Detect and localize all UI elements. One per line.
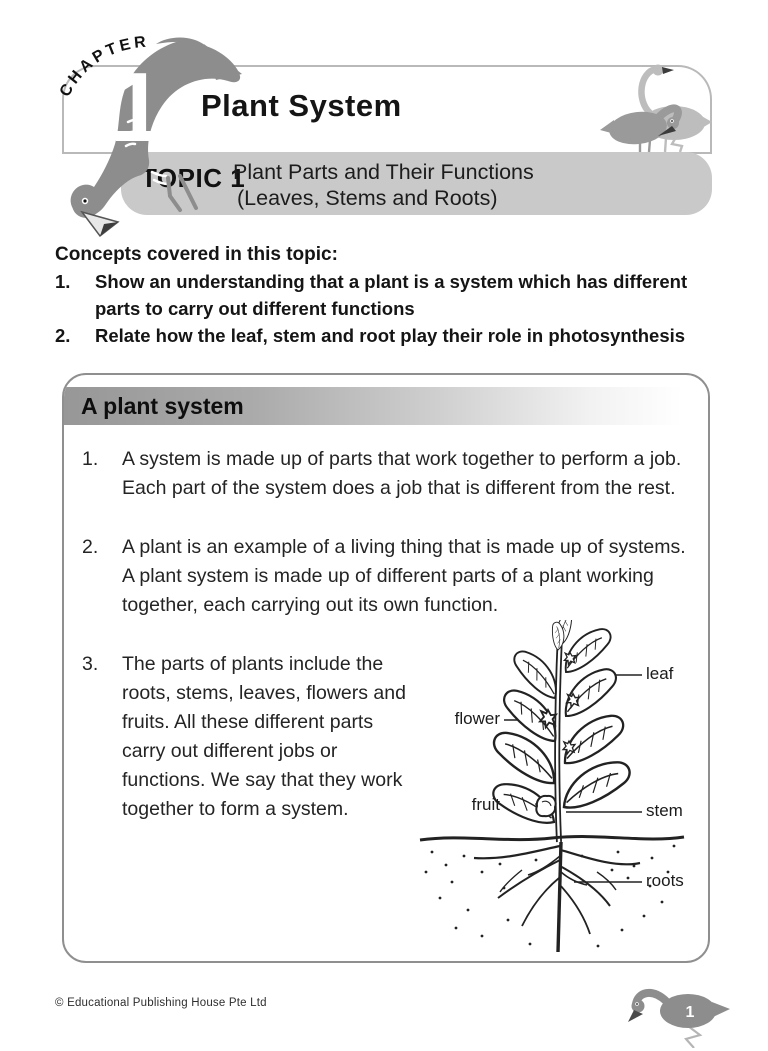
section-item-number: 1. — [82, 448, 99, 470]
section-item-number: 3. — [82, 653, 99, 675]
section-heading: A plant system — [81, 392, 244, 419]
concept-item-text: Relate how the leaf, stem and root play their role in photosynthesis — [95, 325, 686, 346]
concepts-block — [55, 241, 717, 349]
plant-diagram — [412, 620, 692, 956]
diagram-label-roots: roots — [646, 871, 684, 890]
footer-copyright: © Educational Publishing House Pte Ltd — [55, 997, 267, 1009]
chapter-number: 1 — [109, 52, 165, 162]
section-box — [62, 373, 710, 963]
section-item-number: 2. — [82, 536, 99, 558]
page-number: 1 — [685, 1004, 695, 1021]
section-item-text: A system is made up of parts that work together to perform a job. Each part of the system does a job that is different from the rest. — [122, 448, 682, 499]
chapter-badge — [56, 26, 246, 244]
chapter-label: CHAPTER — [56, 33, 151, 100]
diagram-spacer — [691, 445, 692, 620]
diagram-label-stem: stem — [646, 801, 683, 820]
topic-title-line1: Plant Parts and Their Functions — [233, 160, 534, 184]
concept-item-number: 1. — [55, 271, 71, 292]
topic-label: TOPIC 1 — [141, 163, 246, 193]
section-item — [82, 445, 692, 503]
section-body — [64, 425, 708, 890]
section-item-text: A plant is an example of a living thing that is made up of systems. A plant system is made up of different parts of a plant working together, each carrying out its own function. — [122, 536, 686, 616]
concept-item — [55, 322, 717, 349]
diagram-label-fruit: fruit — [471, 795, 500, 814]
section-header — [64, 387, 708, 425]
concept-item-text: Show an understanding that a plant is a system which has different parts to carry out different functions — [95, 271, 688, 319]
flamingo-pair-icon — [600, 60, 712, 153]
diagram-label-leaf: leaf — [646, 664, 674, 683]
concept-item — [55, 268, 717, 322]
topic-title — [233, 159, 534, 211]
section-item — [82, 533, 692, 620]
concepts-heading: Concepts covered in this topic: — [55, 244, 338, 265]
section-item-text: The parts of plants include the roots, stems, leaves, flowers and fruits. All these different parts carry out different jobs or functions. We say that they work together to form a system. — [122, 653, 406, 820]
page-number-flamingo-icon — [628, 984, 733, 1048]
concept-item-number: 2. — [55, 325, 71, 346]
topic-title-line2: (Leaves, Stems and Roots) — [237, 186, 498, 210]
diagram-label-flower: flower — [454, 709, 500, 728]
chapter-title: Plant System — [201, 88, 402, 123]
